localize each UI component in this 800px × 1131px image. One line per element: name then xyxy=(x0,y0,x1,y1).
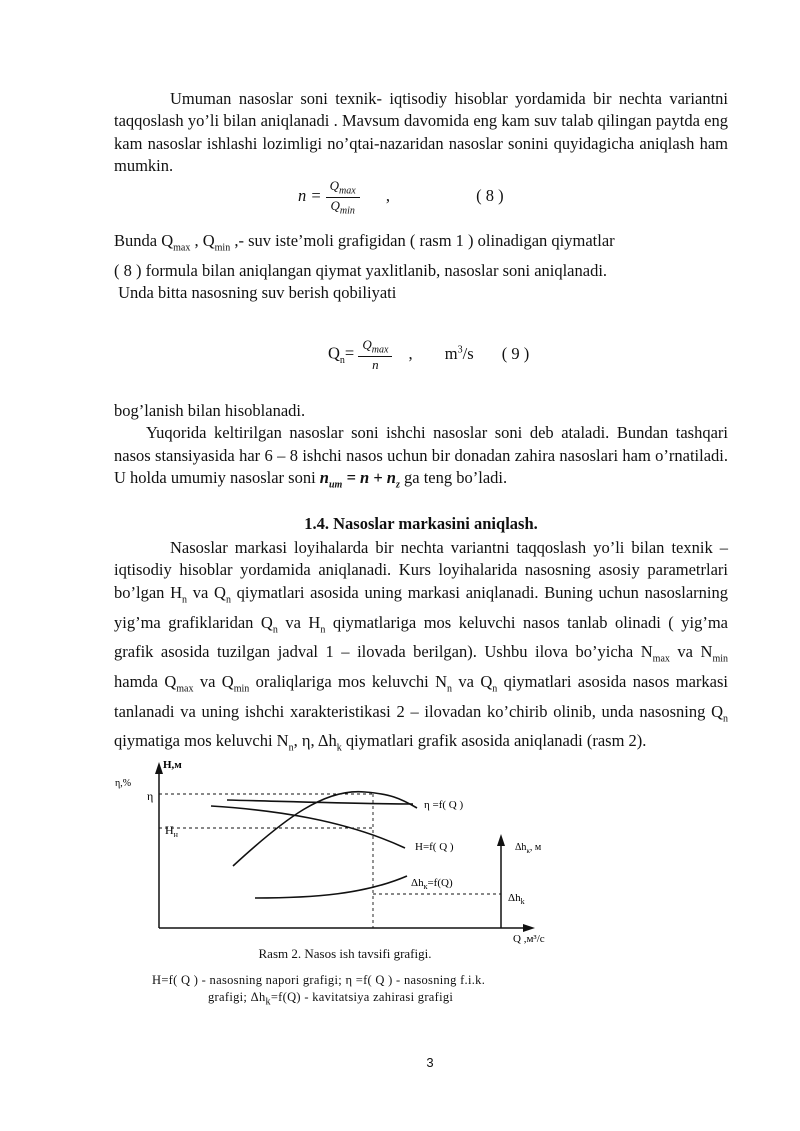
x-axis-arrow xyxy=(523,924,535,932)
pump-brand-paragraph: Nasoslar markasi loyihalarda bir nechta variantni taqqoslash yo’li bilan texnik – iqtisodiy hisoblar yordamida aniqlanadi. Kurs loyihalarida nasosning asosiy parametrlari bo’lgan $H_n$ va $Q_n$ qiymatlari asosida uning markasi aniqlanadi. Buning uchun nasoslarning yig’ma grafiklaridan $Q_n$ va $H_n$ qiymatlariga mos keluvchi nasos tanlab olinadi ( yig’ma grafik asosida tuzilgan jadval 1 – ilovada berilgan). Ushbu ilova bo’yicha $N_{max}$ va $N_{min}$ hamda $Q_{max}$ va $Q_{min}$ oraliqlariga mos keluvchi $N_n$ va $Q_n$ qiymatlari asosida nasos markasi tanlanadi va uning ishchi xarakteristikasi 2 – ilovadan ko’chirib olinib, unda nasosning $Q_n$ qiymatiga mos keluvchi $N_n$, η, $\Delta h_k$ qiymatlari grafik asosida aniqlanadi (rasm 2). xyxy=(114,538,729,754)
formula-9: $Q_n=$ $\frac{Q_{max}}{n}$ , $m^3/s$ ( 9 ) xyxy=(328,337,530,372)
formula-9-unit: $m^3/s$ xyxy=(444,343,474,363)
eta-axis-label: η,% xyxy=(115,778,132,789)
dh-axis-label: $\Delta h_к$, м xyxy=(515,842,542,855)
qmax-qmin-paragraph: Bunda $Q_{max}$ , $Q_{min}$ ,- suv iste’moli grafigidan ( rasm 1 ) olinadigan qiymatlar ( 8 ) formula bilan aniqlangan qiymat yaxlitlanib, nasoslar soni aniqlanadi. Unda bitta nasosning suv berish qobiliyati xyxy=(114,231,615,303)
head-curve-label: H=f( Q ) xyxy=(415,841,454,853)
h-tick-label: $H_н$ xyxy=(165,823,178,839)
page-number: 3 xyxy=(426,1055,434,1070)
legend-line-1: H=f( Q ) - nasosning napori grafigi; η =f( Q ) - nasosning f.i.k. xyxy=(152,973,486,987)
formula-8-fraction: $\frac{Q_{max}}{Q_{min}}$ xyxy=(326,178,360,216)
formula-9-fraction: $\frac{Q_{max}}{n}$ xyxy=(358,337,392,373)
formula-9-number: ( 9 ) xyxy=(501,343,530,363)
y-axis-arrow xyxy=(155,762,163,774)
pump-characteristic-figure xyxy=(115,758,575,950)
head-curve xyxy=(211,806,405,848)
reserve-pumps-paragraph: bog’lanish bilan hisoblanadi. Yuqorida keltirilgan nasoslar soni ishchi nasoslar soni deb ataladi. Bundan tashqari nasos stansiyasida har 6 – 8 ishchi nasos uchun bir donadan zahira nasoslari ham o’rnatiladi. U holda umumiy nasoslar soni $n_{um} = n + n_z$ ga teng bo’ladi. xyxy=(114,401,728,491)
figure-caption: Rasm 2. Nasos ish tavsifi grafigi. xyxy=(258,946,432,961)
cavitation-curve xyxy=(255,876,407,898)
eta-tick-label: η xyxy=(147,789,154,803)
figure-legend xyxy=(152,972,572,1011)
legend-line-2: grafigi; $\Delta h_k=f(Q)$ - kavitatsiya zahirasi grafigi xyxy=(208,990,454,1008)
efficiency-curve-label: η =f( Q ) xyxy=(424,799,464,811)
section-heading: 1.4. Nasoslar markasini aniqlash. xyxy=(304,514,538,533)
pump-characteristic-svg xyxy=(115,758,575,950)
dh-axis-arrow xyxy=(497,834,505,846)
formula-8-number: ( 8 ) xyxy=(476,185,504,205)
y-axis-label: H,м xyxy=(163,759,182,771)
cavitation-curve-label: $\Delta h_к=f(Q)$ xyxy=(411,877,453,891)
intro-paragraph: Umuman nasoslar soni texnik- iqtisodiy hisoblar yordamida bir nechta variantni taqqoslash yo’li bilan aniqlanadi . Mavsum davomida eng kam suv talab qilingan paytda eng kam nasoslar ishlashi lozimligi no’qtai-nazaridan nasoslar sonini quyidagicha aniqlash ham mumkin. xyxy=(114,89,728,176)
x-axis-label: Q ,м³/с xyxy=(513,933,545,945)
dh-tick-label: $\Delta h_k$ xyxy=(508,892,525,906)
formula-8: n = $\frac{Q_{max}}{Q_{min}}$ , ( 8 ) xyxy=(298,178,504,217)
